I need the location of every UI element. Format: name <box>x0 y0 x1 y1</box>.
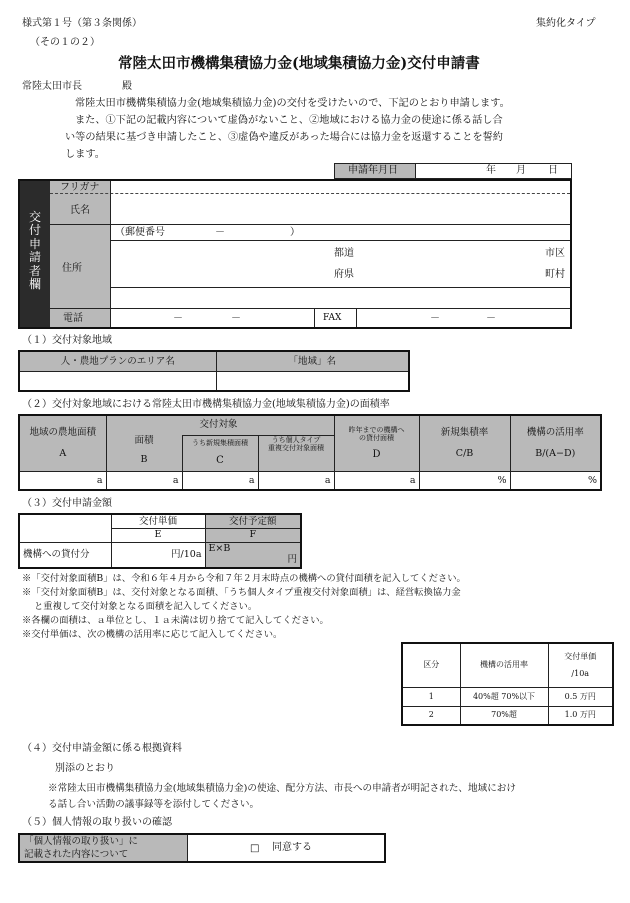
intro-line: します。 <box>65 149 105 160</box>
fuken-label: 府県 <box>334 269 354 280</box>
privacy-label: 記載された内容について <box>24 849 129 860</box>
value-b[interactable]: a <box>106 471 182 490</box>
head-d: 昨年までの機構へ の貸付面積 D <box>334 415 419 471</box>
side-label-text: 交 付 申 請 者 欄 <box>28 210 41 292</box>
sec5-heading: （５）個人情報の取り扱いの確認 <box>22 817 172 828</box>
value-c1[interactable]: a <box>182 471 258 490</box>
head-c2: うち個人タイプ 重複交付対象面積 <box>258 435 334 471</box>
form-number: 様式第１号（第３条関係） <box>22 18 142 29</box>
intro-line: 常陸太田市機構集積協力金(地域集積協力金)の交付を受けたいので、下記のとおり申請します。 <box>75 98 510 109</box>
rate-row-rate: 70%超 <box>460 706 548 725</box>
value-f[interactable]: % <box>510 471 601 490</box>
planned-head: 交付予定額 <box>205 514 301 528</box>
fax-label: FAX <box>323 313 342 323</box>
sec4-heading: （４）交付申請金額に係る根拠資料 <box>22 743 182 754</box>
date-day: 日 <box>548 165 558 176</box>
page-title: 常陸太田市機構集積協力金(地域集積協力金)交付申請書 <box>118 55 480 72</box>
date-year: 年 <box>486 165 496 176</box>
col-region: 「地域」名 <box>216 351 409 371</box>
rate-head-price: 交付単価 /10a <box>548 643 613 687</box>
rate-table <box>401 642 614 726</box>
note: ※「交付対象面積B」は、令和６年４月から令和７年２月末時点の機構への貸付面積を記入してください。 <box>22 573 466 584</box>
sec1-heading: （１）交付対象地域 <box>22 335 112 346</box>
head-b: 交付対象 <box>106 415 334 435</box>
area-name-input[interactable] <box>19 371 216 391</box>
agree-checkbox[interactable]: □ <box>250 843 260 854</box>
rate-row-kubun: 1 <box>402 687 460 706</box>
sec2-heading: （２）交付対象地域における常陸太田市機構集積協力金(地域集積協力金)の面積率 <box>22 399 390 410</box>
rate-row-price: 0.5 万円 <box>548 687 613 706</box>
form-sub: （その１の２） <box>30 37 100 48</box>
head-c1: うち新規集積面積 C <box>182 435 258 471</box>
furigana-label: フリガナ <box>60 182 100 193</box>
rate-head-rate: 機構の活用率 <box>460 643 548 687</box>
value-a[interactable]: a <box>19 471 106 490</box>
note: ※各欄の面積は、ａ単位とし、１ａ未満は切り捨てて記入してください。 <box>22 615 329 626</box>
name-input[interactable] <box>111 194 569 224</box>
head-f: 機構の活用率 B/(A−D) <box>510 415 601 471</box>
fax-dash: － <box>486 313 496 324</box>
furigana-input[interactable] <box>111 182 569 193</box>
amount-table <box>18 513 302 569</box>
phone-label: 電話 <box>63 313 83 324</box>
col-area-name: 人・農地プランのエリア名 <box>19 351 216 371</box>
loan-row-label: 機構への貸付分 <box>19 542 111 568</box>
date-month: 月 <box>516 165 526 176</box>
postal-dash: － <box>215 227 225 238</box>
intro-line: また、①下記の記載内容について虚偽がないこと、②地域における協力金の使途に係る話し合 <box>75 115 503 126</box>
sec4-note: ※常陸太田市機構集積協力金(地域集積協力金)の使途、配分方法、市長への申請者が明記された、地域におけ <box>48 783 516 794</box>
target-area-table <box>18 350 410 392</box>
todo-label: 都道 <box>334 248 354 259</box>
phone-dash: － <box>173 313 183 324</box>
postal-close: ） <box>290 227 300 238</box>
divider <box>314 308 315 327</box>
sec4-sub: 別添のとおり <box>55 763 115 774</box>
sec3-heading: （３）交付申請金額 <box>22 498 112 509</box>
head-b-sub: 面積 B <box>106 435 182 471</box>
addressee: 常陸太田市長 <box>22 81 82 92</box>
agree-label: 同意する <box>272 842 312 853</box>
address-label: 住所 <box>62 263 82 274</box>
divider <box>50 308 570 309</box>
form-type: 集約化タイプ <box>536 18 596 29</box>
value-d[interactable]: a <box>334 471 419 490</box>
note: と重複して交付対象となる面積を記入してください。 <box>34 601 258 612</box>
phone-dash: － <box>231 313 241 324</box>
head-a: 地域の農地面積 A <box>19 415 106 471</box>
applicant-section <box>18 163 572 329</box>
label-column <box>50 181 110 327</box>
chouson-label: 町村 <box>545 269 565 280</box>
sec4-note: る話し合い活動の議事録等を添付してください。 <box>48 799 260 810</box>
note: ※「交付対象面積B」は、交付対象となる面積、「うち個人タイプ重複交付対象面積」は、経営転換協力金 <box>22 587 461 598</box>
planned-letter: F <box>205 528 301 542</box>
postal-label: （郵便番号 <box>115 227 165 238</box>
unit-price-letter: E <box>111 528 205 542</box>
date-label: 申請年月日 <box>348 165 398 176</box>
name-label: 氏名 <box>70 205 90 216</box>
note: ※交付単価は、次の機構の活用率に応じて記入してください。 <box>22 629 283 640</box>
rate-row-price: 1.0 万円 <box>548 706 613 725</box>
value-c2[interactable]: a <box>258 471 334 490</box>
value-e[interactable]: % <box>419 471 510 490</box>
intro-line: い等の結果に基づき申請したこと、③虚偽や違反があった場合には協力金を返還することを誓約 <box>65 132 503 143</box>
divider <box>50 224 570 225</box>
rate-row-kubun: 2 <box>402 706 460 725</box>
amount-blank <box>19 514 111 542</box>
honorific: 殿 <box>122 81 132 92</box>
planned-amount: E×B 円 <box>205 542 301 568</box>
unit-price-head: 交付単価 <box>111 514 205 528</box>
privacy-label: 「個人情報の取り扱い」に <box>24 836 139 847</box>
region-input[interactable] <box>216 371 409 391</box>
area-ratio-table <box>18 414 602 491</box>
divider <box>356 308 357 327</box>
rate-head-kubun: 区分 <box>402 643 460 687</box>
address-input-2[interactable] <box>111 288 569 308</box>
rate-row-rate: 40%超 70%以下 <box>460 687 548 706</box>
unit-price-input[interactable]: 円/10a <box>111 542 205 568</box>
shiku-label: 市区 <box>545 248 565 259</box>
fax-dash: － <box>430 313 440 324</box>
head-e: 新規集積率 C/B <box>419 415 510 471</box>
